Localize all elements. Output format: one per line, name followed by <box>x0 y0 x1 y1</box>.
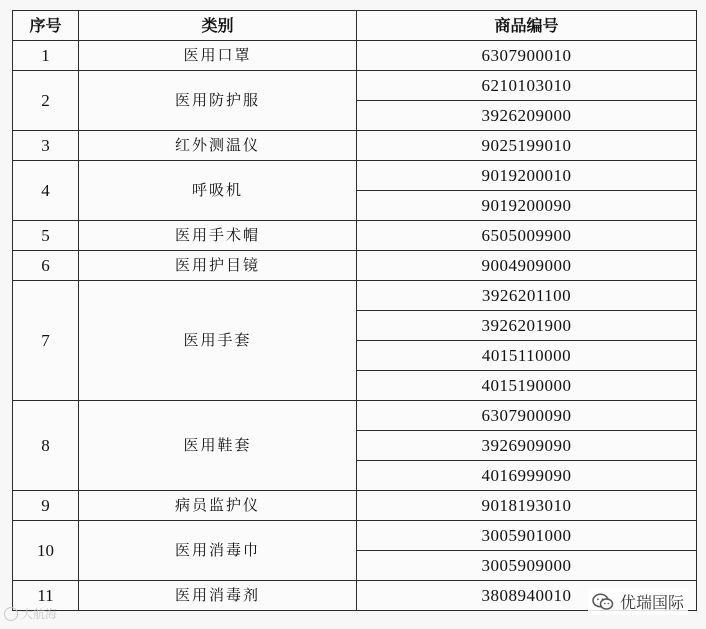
row-code: 3808940010 <box>357 581 697 611</box>
table-row <box>13 251 697 281</box>
row-category: 医用护目镜 <box>79 251 357 281</box>
row-code: 9019200090 <box>357 191 697 221</box>
table-header-row <box>13 11 697 41</box>
row-code: 4015110000 <box>357 341 697 371</box>
row-category: 医用鞋套 <box>79 401 357 491</box>
table-row <box>13 491 697 521</box>
row-category: 呼吸机 <box>79 161 357 221</box>
row-index: 10 <box>13 521 79 581</box>
header-category: 类别 <box>79 11 357 41</box>
row-code: 3926909090 <box>357 431 697 461</box>
row-code: 3005901000 <box>357 521 697 551</box>
source-watermark <box>4 605 57 622</box>
table-body <box>13 41 697 611</box>
row-code: 6307900090 <box>357 401 697 431</box>
header-code: 商品编号 <box>357 11 697 41</box>
brand-watermark <box>588 588 688 615</box>
row-category: 医用口罩 <box>79 41 357 71</box>
row-code: 3926201100 <box>357 281 697 311</box>
row-category: 医用手套 <box>79 281 357 401</box>
table-row <box>13 41 697 71</box>
row-category: 医用手术帽 <box>79 221 357 251</box>
row-code: 9019200010 <box>357 161 697 191</box>
watermark-text: 大航海 <box>21 607 58 621</box>
watermark-logo-icon <box>4 607 18 621</box>
row-code: 6307900010 <box>357 41 697 71</box>
table-row <box>13 521 697 551</box>
wechat-icon <box>592 593 614 611</box>
table-row <box>13 401 697 431</box>
row-code: 3005909000 <box>357 551 697 581</box>
row-index: 2 <box>13 71 79 131</box>
row-index: 8 <box>13 401 79 491</box>
table-row <box>13 161 697 191</box>
row-code: 9004909000 <box>357 251 697 281</box>
row-code: 3926209000 <box>357 101 697 131</box>
row-code: 6505009900 <box>357 221 697 251</box>
row-code: 9018193010 <box>357 491 697 521</box>
row-code: 3926201900 <box>357 311 697 341</box>
header-index: 序号 <box>13 11 79 41</box>
row-index: 1 <box>13 41 79 71</box>
table-row <box>13 221 697 251</box>
brand-text: 优瑞国际 <box>619 593 684 612</box>
row-code: 6210103010 <box>357 71 697 101</box>
row-category: 红外测温仪 <box>79 131 357 161</box>
row-category: 医用消毒剂 <box>79 581 357 611</box>
row-code: 4016999090 <box>357 461 697 491</box>
row-index: 3 <box>13 131 79 161</box>
goods-table <box>12 10 697 611</box>
row-category: 医用防护服 <box>79 71 357 131</box>
row-index: 4 <box>13 161 79 221</box>
table-row <box>13 281 697 311</box>
row-index: 6 <box>13 251 79 281</box>
row-code: 4015190000 <box>357 371 697 401</box>
row-category: 医用消毒巾 <box>79 521 357 581</box>
row-category: 病员监护仪 <box>79 491 357 521</box>
row-index: 5 <box>13 221 79 251</box>
row-index: 11 <box>13 581 79 611</box>
row-index: 7 <box>13 281 79 401</box>
row-index: 9 <box>13 491 79 521</box>
table-row <box>13 131 697 161</box>
table-row <box>13 71 697 101</box>
row-code: 9025199010 <box>357 131 697 161</box>
